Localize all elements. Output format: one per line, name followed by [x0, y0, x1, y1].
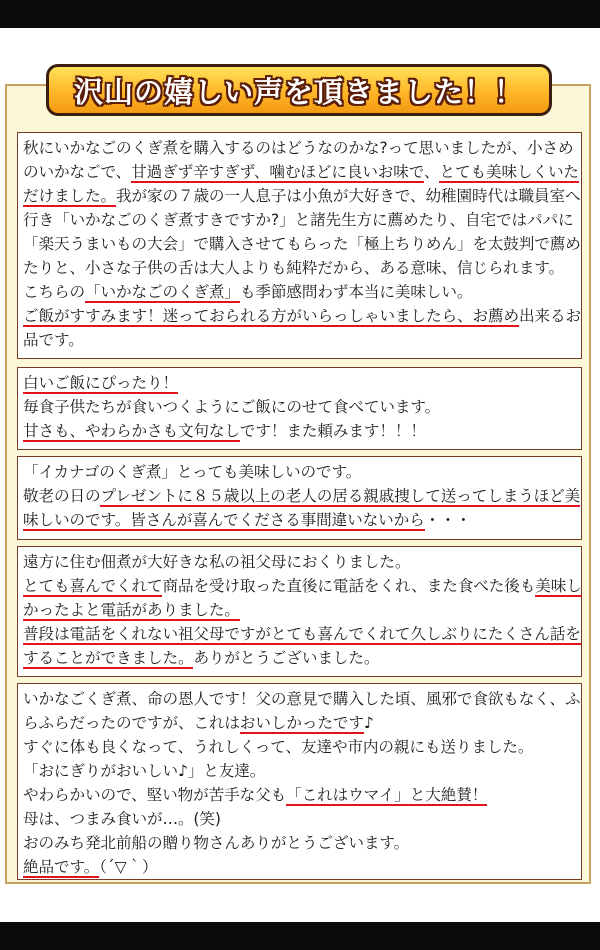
review-line	[23, 735, 576, 759]
review-text: 商品を受け取った直後に電話をくれ、また食べた後も	[162, 577, 536, 595]
review-text: です！また頼みます！！！	[239, 422, 426, 440]
review-text: 遠方に住む佃煮が大好きな私の祖父母におくりました。	[23, 553, 411, 571]
review-line	[23, 395, 576, 419]
review-text: 我が家の７歳の一人息子は小魚が大好きで、幼稚園時代は職員室へ	[115, 187, 581, 205]
review-text: も季節感問わず本当に美味しい。	[239, 283, 473, 301]
highlighted-text: 絶品です。	[23, 858, 100, 876]
review-line	[23, 256, 576, 280]
highlighted-text: 「いかなごのくぎ煮」	[84, 283, 240, 301]
review-text: らふらだったのですが、これは	[23, 714, 240, 732]
highlighted-text: とても喜んでくれて	[23, 577, 163, 595]
review-line	[23, 711, 576, 735]
highlighted-text: ご飯がすすみます！迷っておられる方がいらっしゃいましたら、お薦め	[23, 307, 519, 325]
highlighted-text: 味しいのです。	[23, 511, 131, 529]
review-card	[17, 132, 582, 359]
review-text: 毎食子供たちが食いつくようにご飯にのせて食べています。	[23, 398, 441, 416]
highlighted-text: することができました。	[23, 649, 194, 667]
review-text: いかなごくぎ煮、命の恩人です！父の意見で購入した頃、風邪で食欲もなく、ふ	[23, 690, 581, 708]
review-card	[17, 367, 582, 450]
review-text: ♪	[363, 714, 374, 732]
review-line	[23, 136, 576, 160]
highlighted-text: だけました。	[23, 187, 116, 205]
highlighted-text: 普段は電話をくれない祖父母ですがとても喜んでくれて久しぶりにたくさん話を	[23, 625, 581, 643]
review-line	[23, 646, 576, 670]
highlighted-text: 白いご飯にぴったり！	[23, 374, 178, 392]
highlighted-text: 甘過ぎず辛すぎず、噛むほどに良いお味で	[131, 163, 424, 181]
review-text: 、	[423, 163, 440, 181]
review-line	[23, 687, 581, 711]
review-line	[23, 280, 576, 304]
highlighted-text: 皆さんが喜んでくださる事間違いないから	[130, 511, 425, 529]
review-text: ありがとうございました。	[193, 649, 380, 667]
review-line	[23, 759, 576, 783]
review-line	[23, 831, 576, 855]
review-text: 「イカナゴのくぎ煮」とっても美味しいのです。	[23, 463, 362, 481]
highlighted-text: 甘さも、やわらかさも文句なし	[23, 422, 240, 440]
review-line	[23, 550, 576, 574]
review-text: やわらかいので、堅い物が苦手な父も	[23, 786, 287, 804]
review-text: おのみち発北前船の贈り物さんありがとうございます。	[23, 834, 410, 852]
top-bar	[0, 0, 600, 28]
review-line	[23, 855, 576, 879]
review-line	[23, 371, 576, 395]
highlighted-text: かったよと電話がありました。	[23, 601, 240, 619]
review-text: 「おにぎりがおいしい♪」と友達。	[23, 762, 266, 780]
highlighted-text: 「これはウマイ」と大絶賛！	[286, 786, 488, 804]
review-line	[23, 419, 576, 443]
page-title: 沢山の嬉しい声を頂きました！！	[73, 74, 524, 109]
review-text: たりと、小さな子供の舌は大人よりも純粋だから、ある意味、信じられます。	[23, 259, 565, 277]
review-line	[23, 574, 582, 598]
review-line	[23, 208, 576, 232]
review-text: 出来るお	[518, 307, 581, 325]
review-text: ・・・	[424, 511, 472, 529]
review-text: 母は、つまみ食いが…。(笑)	[23, 810, 221, 828]
review-text: 敬老の日の	[23, 487, 101, 505]
review-line	[23, 622, 581, 646]
review-line	[23, 807, 576, 831]
review-line	[23, 184, 581, 208]
review-card	[17, 683, 582, 880]
review-card	[17, 456, 582, 540]
bottom-bar	[0, 922, 600, 950]
highlighted-text: とても美味しくいた	[439, 163, 579, 181]
review-line	[23, 304, 581, 328]
review-text: のいかなごで、	[23, 163, 132, 181]
review-line	[23, 783, 576, 807]
review-line	[23, 508, 576, 532]
review-line	[23, 160, 579, 184]
review-text: （´▽｀）	[99, 858, 158, 876]
review-line	[23, 232, 581, 256]
review-text: 「楽天うまいもの大会」で購入させてもらった「極上ちりめん」を太鼓判で薦め	[23, 235, 581, 253]
highlighted-text: 美味し	[535, 577, 582, 595]
highlighted-text: おいしかったです	[239, 714, 364, 732]
review-text: すぐに体も良くなって、うれしくって、友達や市内の親にも送りました。	[23, 738, 534, 756]
review-line	[23, 598, 576, 622]
highlighted-text: プレゼントに８５歳以上の老人の居る親戚捜して送ってしまうほど美	[100, 487, 581, 505]
review-text: こちらの	[23, 283, 85, 301]
review-text: 品です。	[23, 331, 84, 349]
review-text: 行き「いかなごのくぎ煮すきですか?」と諸先生方に薦めたり、自宅ではパパに	[23, 211, 574, 229]
review-text: 秋にいかなごのくぎ煮を購入するのはどうなのかな?って思いましたが、小さめ	[23, 139, 574, 157]
review-card	[17, 546, 582, 677]
review-line	[23, 484, 581, 508]
title-banner	[46, 64, 552, 116]
review-line	[23, 328, 576, 352]
review-line	[23, 460, 576, 484]
